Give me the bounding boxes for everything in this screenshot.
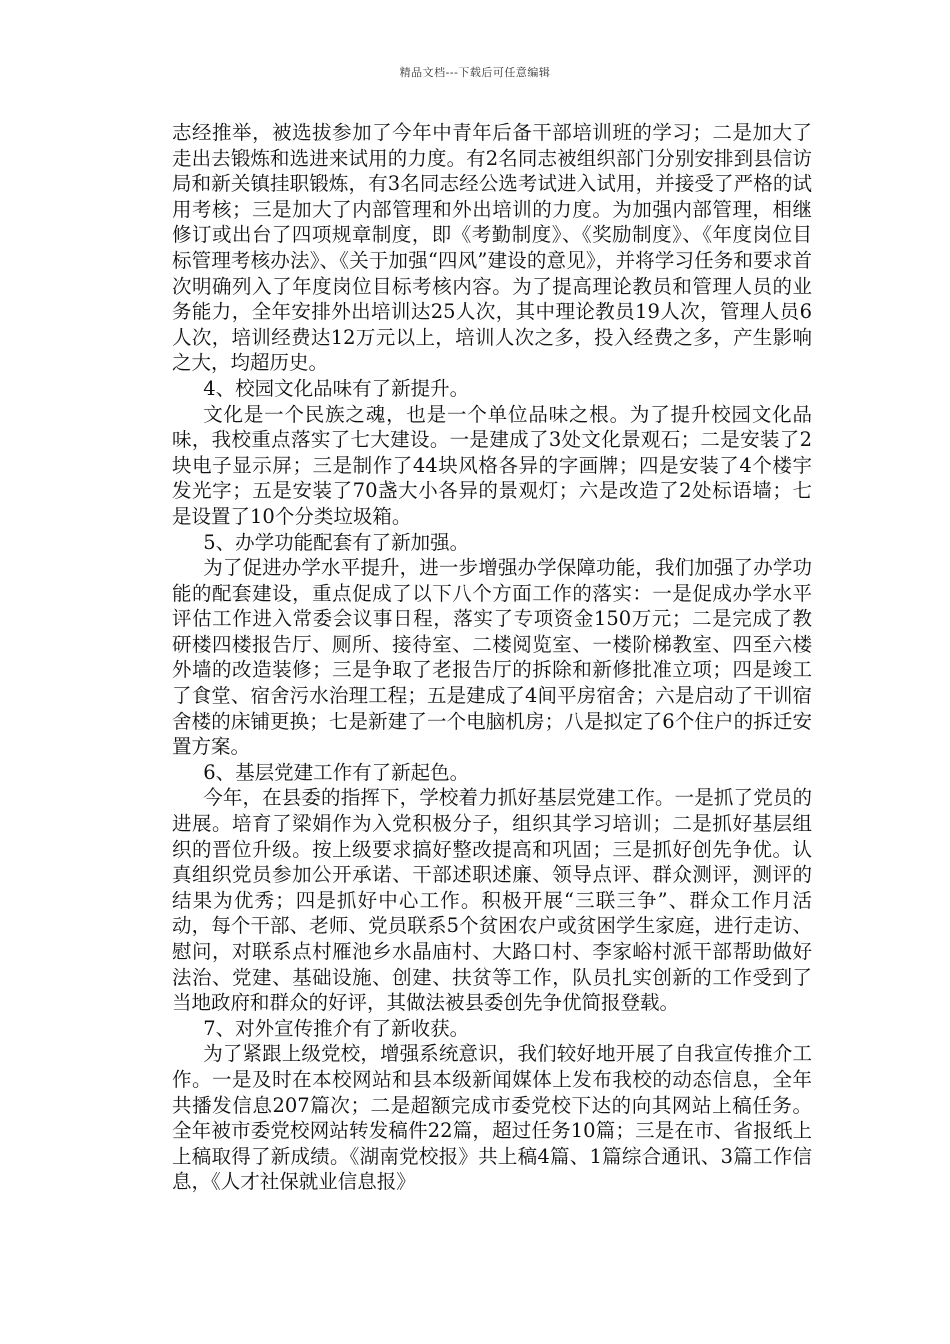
page-header: 精品文档---下载后可任意编辑 (399, 66, 551, 79)
paragraph-party-building: 今年，在县委的指挥下，学校着力抓好基层党建工作。一是抓了党员的进展。培育了梁娟作为入党积极分子，组织其学习培训；二是抓好基层组织的晋位升级。按上级要求搞好整改提高和巩固；三是抓好创先争优。认真组织党员参加公开承诺、干部述职述廉、领导点评、群众测评，测评的结果为优秀；四是抓好中心工作。积极开展“三联三争”、群众工作月活动，每个干部、老师、党员联系5个贫困农户或贫困学生家庭，进行走访、慰问，对联系点村雁池乡水晶庙村、大路口村、李家峪村派干部帮助做好法治、党建、基础设施、创建、扶贫等工作，队员扎实创新的工作受到了当地政府和群众的好评，其做法被县委创先争优简报登载。 (172, 786, 812, 1015)
paragraph-publicity: 为了紧跟上级党校，增强系统意识，我们较好地开展了自我宣传推介工作。一是及时在本校网站和县本级新闻媒体上发布我校的动态信息，全年共播发信息207篇次；二是超额完成市委党校下达的向其网站上稿任务。全年被市委党校网站转发稿件22篇，超过任务10篇；三是在市、省报纸上上稿取得了新成绩。《湖南党校报》共上稿4篇、1篇综合通讯、3篇工作信息，《人才社保就业信息报》 (172, 1042, 812, 1194)
document-body (172, 120, 812, 1195)
section-heading-4: 4、校园文化品味有了新提升。 (203, 376, 470, 400)
paragraph-school-facilities: 为了促进办学水平提升，进一步增强办学保障功能，我们加强了办学功能的配套建设，重点促成了以下八个方面工作的落实：一是促成办学水平评估工作进入常委会议事日程，落实了专项资金150万元；二是完成了教研楼四楼报告厅、厕所、接待室、二楼阅览室、一楼阶梯教室、四至六楼外墙的改造装修；三是争取了老报告厅的拆除和新修批准立项；四是竣工了食堂、宿舍污水治理工程；五是建成了4间平房宿舍；六是启动了干训宿舍楼的床铺更换；七是新建了一个电脑机房；八是拟定了6个住户的拆迁安置方案。 (172, 556, 812, 759)
section-heading-5: 5、办学功能配套有了新加强。 (203, 530, 470, 554)
paragraph-continuation: 志经推举，被选拔参加了今年中青年后备干部培训班的学习；二是加大了走出去锻炼和选进来试用的力度。有2名同志被组织部门分别安排到县信访局和新关镇挂职锻炼，有3名同志经公选考试进入试用，并接受了严格的试用考核；三是加大了内部管理和外出培训的力度。为加强内部管理，相继修订或出台了四项规章制度，即《考勤制度》、《奖励制度》、《年度岗位目标管理考核办法》、《关于加强“四风”建设的意见》，并将学习任务和要求首次明确列入了年度岗位目标考核内容。为了提高理论教员和管理人员的业务能力，全年安排外出培训达25人次，其中理论教员19人次，管理人员6人次，培训经费达12万元以上，培训人次之多，投入经费之多，产生影响之大，均超历史。 (172, 121, 812, 375)
section-heading-7: 7、对外宣传推介有了新收获。 (203, 1016, 470, 1040)
paragraph-campus-culture: 文化是一个民族之魂，也是一个单位品味之根。为了提升校园文化品味，我校重点落实了七大建设。一是建成了3处文化景观石；二是安装了2块电子显示屏；三是制作了44块风格各异的字画牌；四是安装了4个楼宇发光字；五是安装了70盏大小各异的景观灯；六是改造了2处标语墙；七是设置了10个分类垃圾箱。 (172, 402, 812, 528)
section-heading-6: 6、基层党建工作有了新起色。 (203, 760, 470, 784)
